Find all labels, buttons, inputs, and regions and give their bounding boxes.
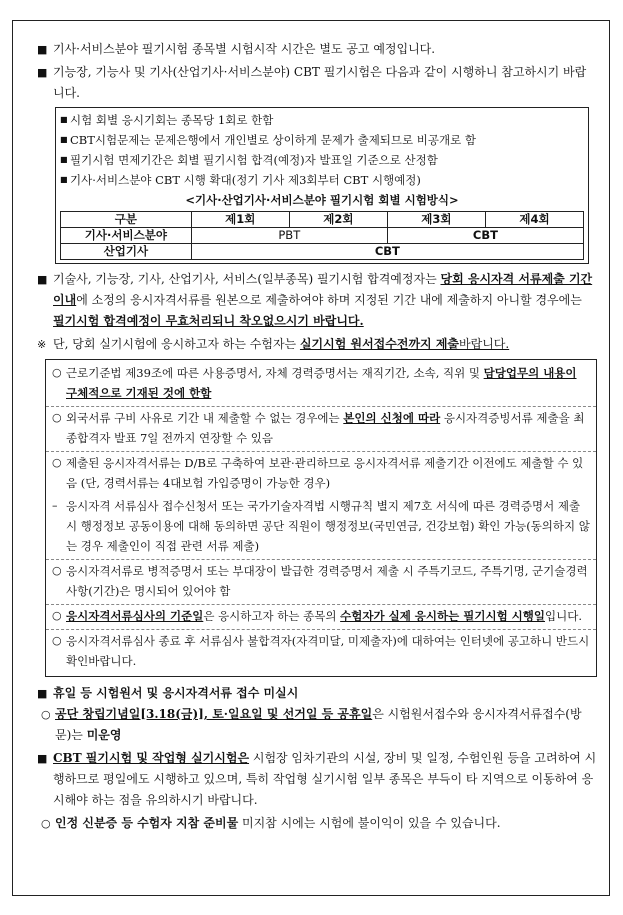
divider — [46, 629, 596, 630]
small-square-icon: ■ — [60, 115, 68, 124]
notice-item-exam-time: ■ 기사·서비스분야 필기시험 종목별 시험시작 시간은 별도 공고 예정입니다. — [37, 39, 597, 60]
notice-item-cbt-practical: ■ CBT 필기시험 및 작업형 실기시험은 시험장 임차기관의 시설, 장비 및 일정, 수험인원 등을 고려하여 시행하므로 평일에도 시행하고 있으며, 특히 작업형 실기시험 일부 종목은 부득이 타 지역으로 이동하여 응시해야 하는 점을 유의하시기 바랍니다. — [37, 748, 597, 811]
notice-content — [37, 39, 597, 834]
list-item: ■ 필기시험 면제기간은 회별 필기시험 합격(예정)자 발표일 기준으로 산정함 — [60, 150, 584, 170]
list-item: ■ 기사·서비스분야 CBT 시행 확대(정기 기사 제3회부터 CBT 시행예정) — [60, 170, 584, 190]
list-item: ○ 근로기준법 제39조에 따른 사용증명서, 자체 경력증명서는 재직기간, 소속, 직위 및 담당업무의 내용이 구체적으로 기재된 것에 한함 — [52, 363, 590, 403]
table-cell-label: 기사·서비스분야 — [61, 228, 192, 244]
table-header-cell: 제3회 — [387, 212, 485, 228]
black-square-icon: ■ — [37, 273, 48, 286]
list-item: – 응시자격 서류심사 접수신청서 또는 국가기술자격법 시행규칙 별지 제7호 서식에 따른 경력증명서 제출 시 행정정보 공동이용에 대해 동의하면 공단 직원이 행정정보(국민연금, 건강보험) 확인 가능(동의하지 않는 경우 제출인이 직접 관련 서류 제출) — [52, 496, 590, 556]
black-square-icon: ■ — [37, 752, 48, 765]
dash-icon: – — [52, 499, 58, 512]
exam-method-table — [60, 211, 584, 260]
circle-icon: ○ — [52, 564, 62, 577]
table-title: <기사·산업기사·서비스분야 필기시험 회별 시험방식> — [185, 193, 459, 207]
divider — [46, 559, 596, 560]
list-item: ○ 제출된 응시자격서류는 D/B로 구축하여 보관·관리하므로 응시자격서류 제출기간 이전에도 제출할 수 있음 (단, 경력서류는 4대보험 가입증명이 가능한 경우) — [52, 453, 590, 493]
divider — [46, 451, 596, 452]
notice-item-holiday-detail: ○ 공단 창립기념일[3.18(금)], 토·일요일 및 선거일 등 공휴일은 시험원서접수와 응시자격서류접수(방문)는 미운영 — [41, 704, 597, 746]
table-header-cell: 제1회 — [191, 212, 289, 228]
circle-icon: ○ — [41, 817, 51, 830]
table-row — [61, 228, 584, 244]
circle-icon: ○ — [52, 456, 62, 469]
table-cell: PBT — [191, 228, 387, 244]
table-cell-label: 산업기사 — [61, 244, 192, 260]
divider — [46, 406, 596, 407]
table-row — [61, 244, 584, 260]
notice-item-holiday: ■ 휴일 등 시험원서 및 응시자격서류 접수 미실시 — [37, 683, 597, 704]
note-mark: ※ — [37, 338, 47, 351]
cbt-info-box — [55, 107, 589, 264]
table-header-cell: 제2회 — [289, 212, 387, 228]
notice-item-cbt: ■ 기능장, 기능사 및 기사(산업기사·서비스분야) CBT 필기시험은 다음과 같이 시행하니 참고하시기 바랍니다. — [37, 62, 597, 104]
list-item: ○ 응시자격서류로 병적증명서 또는 부대장이 발급한 경력증명서 제출 시 주특기코드, 주특기명, 군기술경력 사항(기간)은 명시되어 있어야 함 — [52, 561, 590, 601]
table-cell: CBT — [387, 228, 583, 244]
black-square-icon: ■ — [37, 687, 48, 700]
small-square-icon: ■ — [60, 175, 68, 184]
notice-item-document-submission: ■ 기술사, 기능장, 기사, 산업기사, 서비스(일부종목) 필기시험 합격예정자는 당회 응시자격 서류제출 기간 이내에 소정의 응시자격서류를 원본으로 제출하여야 하며 지정된 기간 내에 제출하지 아니할 경우에는 필기시험 합격예정이 무효처리되니 착오없으시기 바랍니다. — [37, 269, 597, 332]
list-item: ■ CBT시험문제는 문제은행에서 개인별로 상이하게 문제가 출제되므로 비공개로 함 — [60, 130, 584, 150]
small-square-icon: ■ — [60, 155, 68, 164]
black-square-icon: ■ — [37, 66, 48, 79]
table-header-row — [61, 212, 584, 228]
circle-icon: ○ — [52, 609, 62, 622]
list-item: ○ 외국서류 구비 사유로 기간 내 제출할 수 없는 경우에는 본인의 신청에 따라 응시자격증빙서류 제출을 최종합격자 발표 7일 전까지 연장할 수 있음 — [52, 408, 590, 448]
notice-page — [12, 20, 610, 896]
list-item: ○ 응시자격서류심사 종료 후 서류심사 불합격자(자격미달, 미제출자)에 대하여는 인터넷에 공고하니 반드시 확인바랍니다. — [52, 631, 590, 671]
notice-note: ※ 단, 당회 실기시험에 응시하고자 하는 수험자는 실기시험 원서접수전까지 제출바랍니다. — [37, 334, 597, 355]
table-cell: CBT — [191, 244, 583, 260]
list-item: ○ 응시자격서류심사의 기준일은 응시하고자 하는 종목의 수험자가 실제 응시하는 필기시험 시행일입니다. — [52, 606, 590, 626]
table-header-cell: 구분 — [61, 212, 192, 228]
table-header-cell: 제4회 — [485, 212, 583, 228]
small-square-icon: ■ — [60, 135, 68, 144]
circle-icon: ○ — [52, 411, 62, 424]
circle-icon: ○ — [41, 708, 51, 721]
circle-icon: ○ — [52, 366, 62, 379]
document-rules-box — [45, 359, 597, 677]
list-item: ■ 시험 회별 응시기회는 종목당 1회로 한함 — [60, 110, 584, 130]
notice-item-id-card: ○ 인정 신분증 등 수험자 지참 준비물 미지참 시에는 시험에 불이익이 있을 수 있습니다. — [41, 813, 597, 834]
black-square-icon: ■ — [37, 43, 48, 56]
divider — [46, 604, 596, 605]
circle-icon: ○ — [52, 634, 62, 647]
